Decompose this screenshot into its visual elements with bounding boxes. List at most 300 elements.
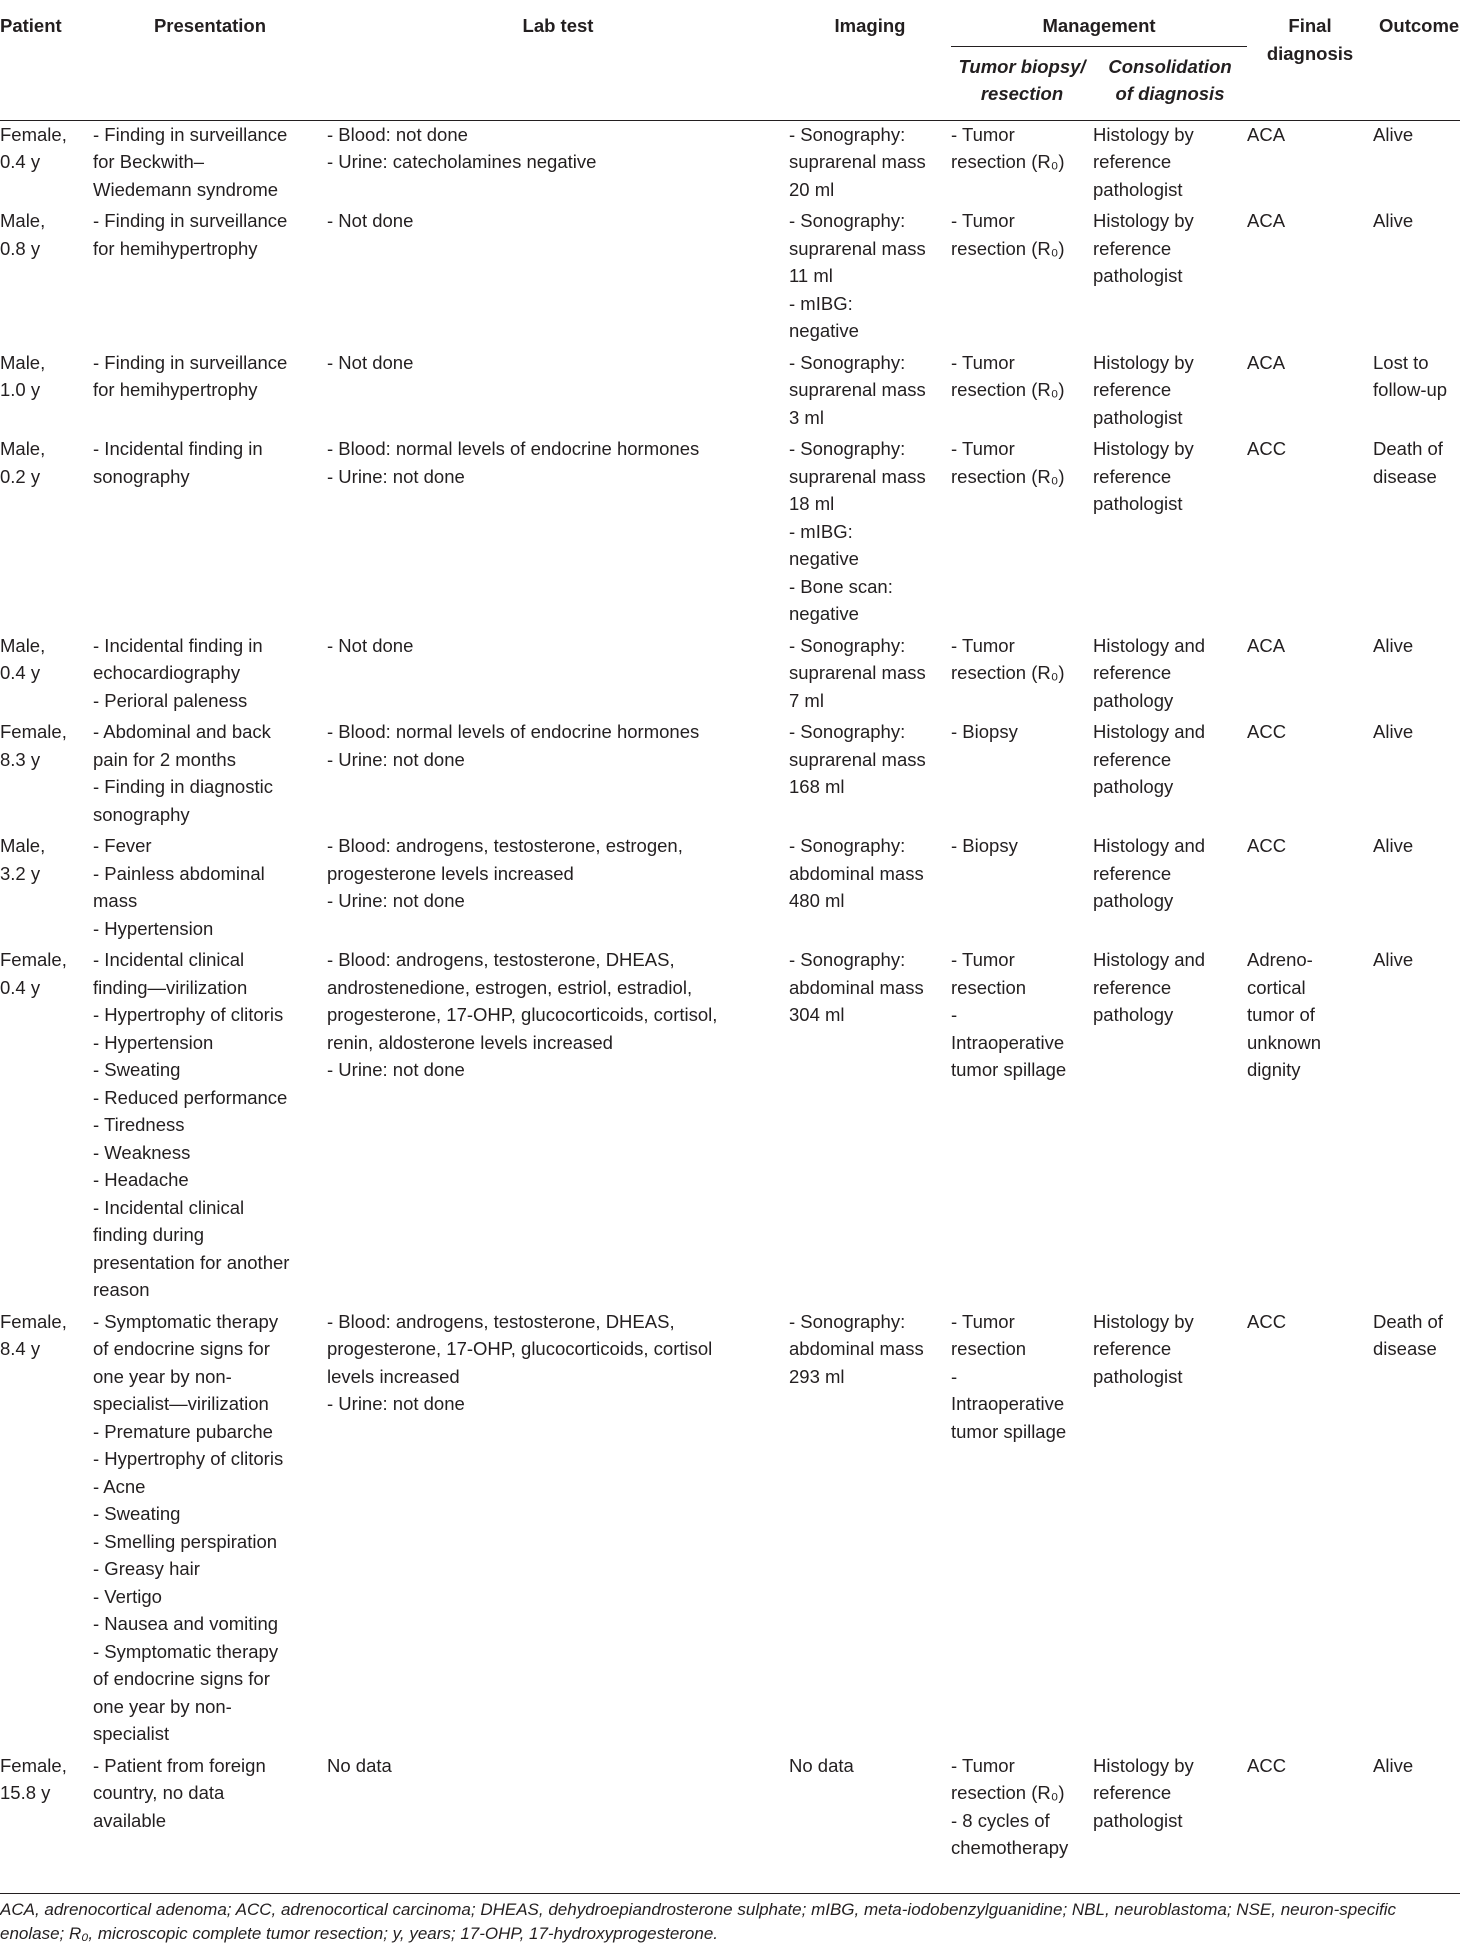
lab-test-cell <box>327 946 789 1308</box>
imaging-cell <box>789 349 951 436</box>
cell-line: - Greasy hair <box>93 1558 200 1579</box>
cell-line: - Sonography: <box>789 721 906 742</box>
cell-line: resection <box>951 976 1027 998</box>
cell-line: disease <box>1373 465 1437 487</box>
cell-line: follow-up <box>1373 379 1448 400</box>
cell-line: - Blood: normal levels of endocrine hormones <box>327 438 700 459</box>
cell-line: 3 ml <box>789 406 824 428</box>
tumor-biopsy-cell <box>951 946 1093 1308</box>
cell-line: 7 ml <box>789 689 824 711</box>
cell-line: suprarenal mass <box>789 662 926 683</box>
presentation-cell <box>93 435 327 632</box>
header-imaging: Imaging <box>834 15 906 36</box>
cell-line: resection (R₀) <box>951 1782 1065 1803</box>
cell-line: Female, <box>0 1310 67 1332</box>
patient-table <box>0 10 1460 1866</box>
cell-line: Intraoperative <box>951 1393 1065 1414</box>
table-row <box>0 718 1460 832</box>
cell-line: - Weakness <box>93 1141 191 1163</box>
cell-line: androstenedione, estrogen, estriol, estradiol, <box>327 976 693 998</box>
header-management: Management <box>951 10 1247 46</box>
cell-line: suprarenal mass <box>789 237 926 259</box>
cell-line: Female, <box>0 721 67 742</box>
cell-line: tumor of <box>1247 1004 1315 1025</box>
cell-line: - Acne <box>93 1475 146 1497</box>
cell-line: finding—virilization <box>93 976 248 998</box>
cell-line: - Tumor <box>951 634 1015 656</box>
outcome-cell <box>1373 632 1460 719</box>
cell-line: chemotherapy <box>951 1837 1069 1858</box>
cell-line: pathologist <box>1093 178 1183 200</box>
table-header <box>0 10 1460 120</box>
table-row <box>0 632 1460 719</box>
cell-line: - Urine: catecholamines negative <box>327 151 597 172</box>
cell-line: reference <box>1093 748 1172 770</box>
table-footnote: ACA, adrenocortical adenoma; ACC, adrenocortical carcinoma; DHEAS, dehydroepiandrosterone sulphate; mIBG, meta-iodobenzylguanidine; NBL, neuroblastoma; NSE, neuron-specific enolase; R₀, microscopic complete tumor resection; y, years; 17-OHP, 17-hydroxyprogesterone. <box>0 1893 1460 1946</box>
patient-cell <box>0 832 93 946</box>
cell-line: - Tumor <box>951 949 1015 970</box>
cell-line: 18 ml <box>789 493 835 514</box>
cell-line: ACA <box>1247 634 1286 656</box>
cell-line: - Not done <box>327 634 414 656</box>
cell-line: Male, <box>0 835 46 856</box>
cell-line: cortical <box>1247 976 1306 998</box>
cell-line: pathologist <box>1093 1809 1183 1831</box>
tumor-biopsy-cell <box>951 120 1093 207</box>
cell-line: - Tumor <box>951 210 1015 231</box>
cell-line: suprarenal mass <box>789 465 926 487</box>
presentation-cell <box>93 718 327 832</box>
lab-test-cell <box>327 632 789 719</box>
cell-line: Death of <box>1373 1310 1443 1332</box>
cell-line: pathologist <box>1093 406 1183 428</box>
cell-line: 304 ml <box>789 1004 845 1025</box>
cell-line: pathologist <box>1093 265 1183 286</box>
cell-line: progesterone, 17-OHP, glucocorticoids, cortisol <box>327 1338 713 1359</box>
cell-line: reason <box>93 1279 150 1300</box>
header-final-diagnosis: Final diagnosis <box>1266 15 1354 64</box>
cell-line: - Urine: not done <box>327 465 465 487</box>
cell-line: - mIBG: <box>789 292 853 314</box>
cell-line: unknown <box>1247 1031 1322 1053</box>
cell-line: 168 ml <box>789 776 845 797</box>
cell-line: Alive <box>1373 210 1414 231</box>
cell-line: - Reduced performance <box>93 1086 288 1108</box>
lab-test-cell <box>327 349 789 436</box>
cell-line: - Sonography: <box>789 210 906 231</box>
cell-line: Histology and <box>1093 835 1206 856</box>
cell-line: - Fever <box>93 835 152 856</box>
cell-line: Alive <box>1373 1754 1414 1776</box>
cell-line: - Finding in surveillance <box>93 123 288 145</box>
consolidation-cell <box>1093 120 1247 207</box>
cell-line: Alive <box>1373 634 1414 656</box>
tumor-biopsy-cell <box>951 207 1093 349</box>
cell-line: 0.8 y <box>0 237 41 259</box>
final-diagnosis-cell <box>1247 1308 1373 1752</box>
tumor-biopsy-cell <box>951 1308 1093 1752</box>
cell-line: suprarenal mass <box>789 748 926 770</box>
cell-line: resection (R₀) <box>951 379 1065 400</box>
cell-line: pathologist <box>1093 493 1183 514</box>
outcome-cell <box>1373 832 1460 946</box>
cell-line: reference <box>1093 976 1172 998</box>
cell-line: Histology and <box>1093 949 1206 970</box>
cell-line: tumor spillage <box>951 1420 1067 1442</box>
lab-test-cell <box>327 120 789 207</box>
final-diagnosis-cell <box>1247 120 1373 207</box>
patient-cell <box>0 349 93 436</box>
cell-line: - Not done <box>327 210 414 231</box>
cell-line: Histology by <box>1093 1310 1194 1332</box>
cell-line: No data <box>327 1754 392 1776</box>
imaging-cell <box>789 1308 951 1752</box>
consolidation-cell <box>1093 632 1247 719</box>
patient-cell <box>0 1752 93 1866</box>
cell-line: - Sonography: <box>789 351 906 373</box>
cell-line: - Sonography: <box>789 949 906 970</box>
cell-line: negative <box>789 603 859 624</box>
patient-cell <box>0 207 93 349</box>
cell-line: Histology by <box>1093 438 1194 459</box>
outcome-cell <box>1373 435 1460 632</box>
cell-line: 0.4 y <box>0 151 41 172</box>
outcome-cell <box>1373 718 1460 832</box>
final-diagnosis-cell <box>1247 435 1373 632</box>
cell-line: Alive <box>1373 721 1414 742</box>
cell-line: - mIBG: <box>789 520 853 542</box>
cell-line: abdominal mass <box>789 1338 924 1359</box>
imaging-cell <box>789 1752 951 1866</box>
cell-line: - Incidental finding in <box>93 438 263 459</box>
cell-line: country, no data <box>93 1782 225 1803</box>
lab-test-cell <box>327 718 789 832</box>
patient-cell <box>0 946 93 1308</box>
final-diagnosis-cell <box>1247 207 1373 349</box>
cell-line: Alive <box>1373 123 1414 145</box>
cell-line: reference <box>1093 862 1172 884</box>
cell-line: Alive <box>1373 949 1414 970</box>
cell-line: suprarenal mass <box>789 151 926 172</box>
table-row <box>0 1752 1460 1866</box>
cell-line: - Hypertension <box>93 1031 214 1053</box>
presentation-cell <box>93 1752 327 1866</box>
outcome-cell <box>1373 1752 1460 1866</box>
cell-line: resection (R₀) <box>951 151 1065 172</box>
cell-line: Female, <box>0 1754 67 1776</box>
cell-line: available <box>93 1809 167 1831</box>
table-row <box>0 1308 1460 1752</box>
cell-line: - Blood: normal levels of endocrine hormones <box>327 721 700 742</box>
cell-line: - Finding in surveillance <box>93 351 288 373</box>
cell-line: Histology and <box>1093 634 1206 656</box>
cell-line: suprarenal mass <box>789 379 926 400</box>
cell-line: Lost to <box>1373 351 1429 373</box>
presentation-cell <box>93 946 327 1308</box>
tumor-biopsy-cell <box>951 718 1093 832</box>
cell-line: mass <box>93 890 138 911</box>
cell-line: Male, <box>0 634 46 656</box>
cell-line: - Hypertension <box>93 917 214 939</box>
cell-line: - Tumor <box>951 123 1015 145</box>
cell-line: - Hypertrophy of clitoris <box>93 1004 284 1025</box>
tumor-biopsy-cell <box>951 435 1093 632</box>
cell-line: ACC <box>1247 721 1287 742</box>
outcome-cell <box>1373 946 1460 1308</box>
cell-line: Male, <box>0 438 46 459</box>
patient-cell <box>0 1308 93 1752</box>
table-row <box>0 120 1460 207</box>
cell-line: - Tumor <box>951 438 1015 459</box>
imaging-cell <box>789 832 951 946</box>
table-row <box>0 349 1460 436</box>
imaging-cell <box>789 718 951 832</box>
cell-line: sonography <box>93 803 190 825</box>
cell-line: levels increased <box>327 1365 460 1387</box>
cell-line: - Biopsy <box>951 835 1018 856</box>
cell-line: Histology by <box>1093 123 1194 145</box>
cell-line: Intraoperative <box>951 1031 1065 1053</box>
consolidation-cell <box>1093 349 1247 436</box>
cell-line: disease <box>1373 1338 1437 1359</box>
header-lab-test: Lab test <box>522 15 594 36</box>
cell-line: reference <box>1093 1782 1172 1803</box>
cell-line: - Smelling perspiration <box>93 1530 278 1552</box>
cell-line: - Urine: not done <box>327 1393 465 1414</box>
cell-line: reference <box>1093 237 1172 259</box>
cell-line: for hemihypertrophy <box>93 237 258 259</box>
cell-line: - Nausea and vomiting <box>93 1613 279 1634</box>
cell-line: resection <box>951 1338 1027 1359</box>
cell-line: pain for 2 months <box>93 748 236 770</box>
cell-line: 20 ml <box>789 178 835 200</box>
cell-line: - 8 cycles of <box>951 1809 1050 1831</box>
cell-line: of endocrine signs for <box>93 1338 270 1359</box>
cell-line: - Tumor <box>951 351 1015 373</box>
cell-line: ACC <box>1247 1310 1287 1332</box>
cell-line: 293 ml <box>789 1365 845 1387</box>
header-presentation: Presentation <box>153 15 267 36</box>
header-tumor-biopsy: Tumor biopsy/ resection <box>958 55 1086 104</box>
cell-line: reference <box>1093 465 1172 487</box>
cell-line: - Patient from foreign <box>93 1754 266 1776</box>
cell-line: pathology <box>1093 890 1174 911</box>
presentation-cell <box>93 832 327 946</box>
cell-line: - Painless abdominal <box>93 862 265 884</box>
cell-line: one year by non- <box>93 1695 232 1717</box>
cell-line: for Beckwith– <box>93 151 205 172</box>
cell-line: Female, <box>0 123 67 145</box>
cell-line: - Symptomatic therapy <box>93 1640 279 1662</box>
cell-line: - Blood: androgens, testosterone, estrogen, <box>327 835 683 856</box>
cell-line: - Sonography: <box>789 1310 906 1332</box>
cell-line: - Urine: not done <box>327 890 465 911</box>
patient-cell <box>0 632 93 719</box>
cell-line: - Premature pubarche <box>93 1420 273 1442</box>
tumor-biopsy-cell <box>951 349 1093 436</box>
cell-line: - Biopsy <box>951 721 1018 742</box>
presentation-cell <box>93 1308 327 1752</box>
cell-line: Histology and <box>1093 721 1206 742</box>
presentation-cell <box>93 349 327 436</box>
cell-line: - Hypertrophy of clitoris <box>93 1448 284 1469</box>
cell-line: 0.4 y <box>0 976 41 998</box>
cell-line: 480 ml <box>789 890 845 911</box>
cell-line: negative <box>789 548 859 569</box>
table-row <box>0 207 1460 349</box>
lab-test-cell <box>327 207 789 349</box>
cell-line: ACC <box>1247 438 1287 459</box>
cell-line: - Bone scan: <box>789 575 893 597</box>
cell-line: abdominal mass <box>789 862 924 884</box>
cell-line: for hemihypertrophy <box>93 379 258 400</box>
cell-line: tumor spillage <box>951 1059 1067 1080</box>
imaging-cell <box>789 207 951 349</box>
cell-line: - <box>951 1004 958 1025</box>
cell-line: - Incidental clinical <box>93 949 245 970</box>
outcome-cell <box>1373 349 1460 436</box>
cell-line: 1.0 y <box>0 379 41 400</box>
cell-line: ACC <box>1247 835 1287 856</box>
cell-line: Histology by <box>1093 1754 1194 1776</box>
presentation-cell <box>93 120 327 207</box>
cell-line: pathology <box>1093 1004 1174 1025</box>
cell-line: progesterone levels increased <box>327 862 574 884</box>
cell-line: ACA <box>1247 351 1286 373</box>
cell-line: - Vertigo <box>93 1585 162 1607</box>
cell-line: - Finding in surveillance <box>93 210 288 231</box>
cell-line: 0.4 y <box>0 662 41 683</box>
final-diagnosis-cell <box>1247 718 1373 832</box>
cell-line: - Blood: androgens, testosterone, DHEAS, <box>327 949 675 970</box>
cell-line: - Finding in diagnostic <box>93 776 273 797</box>
cell-line: ACA <box>1247 210 1286 231</box>
tumor-biopsy-cell <box>951 1752 1093 1866</box>
cell-line: ACC <box>1247 1754 1287 1776</box>
cell-line: dignity <box>1247 1059 1301 1080</box>
patient-cell <box>0 435 93 632</box>
consolidation-cell <box>1093 946 1247 1308</box>
consolidation-cell <box>1093 207 1247 349</box>
cell-line: - Blood: androgens, testosterone, DHEAS, <box>327 1310 675 1332</box>
cell-line: reference <box>1093 379 1172 400</box>
table-row <box>0 435 1460 632</box>
presentation-cell <box>93 207 327 349</box>
cell-line: - Incidental finding in <box>93 634 263 656</box>
cell-line: - Perioral paleness <box>93 689 248 711</box>
cell-line: ACA <box>1247 123 1286 145</box>
outcome-cell <box>1373 207 1460 349</box>
cell-line: Wiedemann syndrome <box>93 178 279 200</box>
cell-line: Alive <box>1373 835 1414 856</box>
cell-line: Female, <box>0 949 67 970</box>
lab-test-cell <box>327 1308 789 1752</box>
cell-line: - Tiredness <box>93 1114 185 1135</box>
cell-line: finding during <box>93 1224 205 1245</box>
cell-line: resection (R₀) <box>951 237 1065 259</box>
cell-line: - <box>951 1365 958 1387</box>
consolidation-cell <box>1093 1308 1247 1752</box>
header-consolidation: Consolidation of diagnosis <box>1108 55 1232 104</box>
cell-line: 0.2 y <box>0 465 41 487</box>
imaging-cell <box>789 632 951 719</box>
cell-line: abdominal mass <box>789 976 924 998</box>
cell-line: pathologist <box>1093 1365 1183 1387</box>
cell-line: - Blood: not done <box>327 123 468 145</box>
consolidation-cell <box>1093 435 1247 632</box>
cell-line: pathology <box>1093 776 1174 797</box>
cell-line: Male, <box>0 210 46 231</box>
cell-line: Death of <box>1373 438 1443 459</box>
cell-line: No data <box>789 1754 854 1776</box>
cell-line: reference <box>1093 151 1172 172</box>
final-diagnosis-cell <box>1247 349 1373 436</box>
consolidation-cell <box>1093 718 1247 832</box>
cell-line: - Urine: not done <box>327 1059 465 1080</box>
cell-line: progesterone, 17-OHP, glucocorticoids, cortisol, <box>327 1004 718 1025</box>
tumor-biopsy-cell <box>951 832 1093 946</box>
table-row <box>0 832 1460 946</box>
table-row <box>0 946 1460 1308</box>
cell-line: - Sonography: <box>789 835 906 856</box>
cell-line: presentation for another <box>93 1251 290 1273</box>
cell-line: - Not done <box>327 351 414 373</box>
cell-line: - Sweating <box>93 1059 181 1080</box>
cell-line: - Tumor <box>951 1754 1015 1776</box>
consolidation-cell <box>1093 1752 1247 1866</box>
cell-line: echocardiography <box>93 662 241 683</box>
cell-line: - Tumor <box>951 1310 1015 1332</box>
cell-line: - Sonography: <box>789 438 906 459</box>
cell-line: negative <box>789 320 859 341</box>
outcome-cell <box>1373 120 1460 207</box>
cell-line: specialist—virilization <box>93 1393 269 1414</box>
table-body <box>0 120 1460 1866</box>
cell-line: Male, <box>0 351 46 373</box>
cell-line: sonography <box>93 465 190 487</box>
cell-line: specialist <box>93 1723 170 1744</box>
header-outcome: Outcome <box>1379 15 1460 36</box>
cell-line: 11 ml <box>789 265 833 286</box>
cell-line: resection (R₀) <box>951 465 1065 487</box>
cell-line: one year by non- <box>93 1365 232 1387</box>
cell-line: pathology <box>1093 689 1174 711</box>
cell-line: - Sonography: <box>789 634 906 656</box>
tumor-biopsy-cell <box>951 632 1093 719</box>
cell-line: 3.2 y <box>0 862 41 884</box>
final-diagnosis-cell <box>1247 632 1373 719</box>
cell-line: resection (R₀) <box>951 662 1065 683</box>
final-diagnosis-cell <box>1247 946 1373 1308</box>
outcome-cell <box>1373 1308 1460 1752</box>
cell-line: 8.4 y <box>0 1338 41 1359</box>
cell-line: renin, aldosterone levels increased <box>327 1031 613 1053</box>
cell-line: - Urine: not done <box>327 748 465 770</box>
cell-line: Histology by <box>1093 351 1194 373</box>
cell-line: reference <box>1093 662 1172 683</box>
cell-line: - Symptomatic therapy <box>93 1310 279 1332</box>
final-diagnosis-cell <box>1247 1752 1373 1866</box>
cell-line: Adreno- <box>1247 949 1313 970</box>
imaging-cell <box>789 435 951 632</box>
imaging-cell <box>789 946 951 1308</box>
patient-cell <box>0 718 93 832</box>
final-diagnosis-cell <box>1247 832 1373 946</box>
cell-line: - Sweating <box>93 1503 181 1524</box>
cell-line: - Abdominal and back <box>93 721 271 742</box>
patient-cell <box>0 120 93 207</box>
cell-line: - Sonography: <box>789 123 906 145</box>
